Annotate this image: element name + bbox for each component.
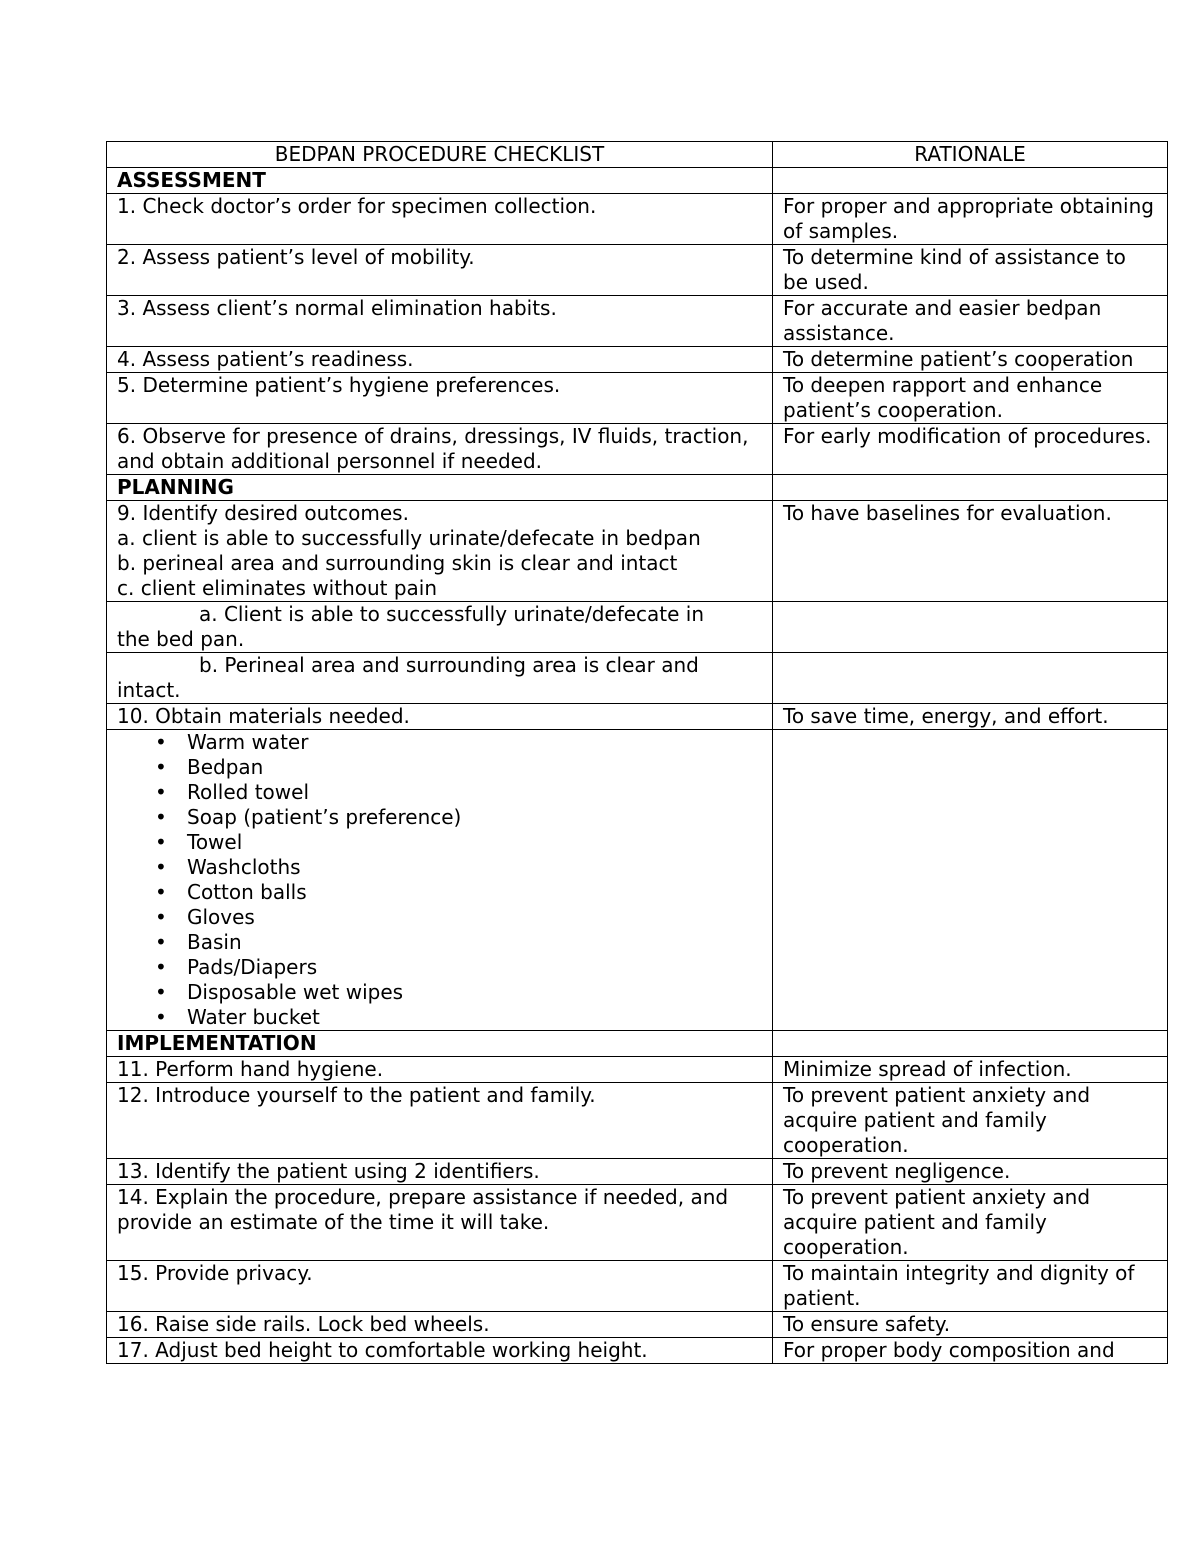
step-cell: 11. Perform hand hygiene.: [107, 1057, 773, 1083]
section-row-implementation: [107, 1031, 1168, 1057]
list-item: • Basin: [155, 930, 762, 955]
materials-list: [117, 730, 762, 1030]
rationale-cell: To save time, energy, and effort.: [773, 704, 1168, 730]
rationale-cell: For proper body composition and: [773, 1338, 1168, 1364]
outcome-line: b. Perineal area and surrounding area is clear and: [199, 653, 699, 677]
empty-cell: [773, 475, 1168, 501]
step-cell: 4. Assess patient’s readiness.: [107, 347, 773, 373]
list-item: • Soap (patient’s preference): [155, 805, 762, 830]
empty-cell: [773, 653, 1168, 704]
table-row: [107, 424, 1168, 475]
step-cell: 3. Assess client’s normal elimination habits.: [107, 296, 773, 347]
outcome-line: intact.: [117, 678, 181, 702]
empty-cell: [773, 730, 1168, 1031]
step-cell: 13. Identify the patient using 2 identifiers.: [107, 1159, 773, 1185]
rationale-cell: To prevent patient anxiety and acquire patient and family cooperation.: [773, 1083, 1168, 1159]
rationale-cell: For accurate and easier bedpan assistance.: [773, 296, 1168, 347]
table-row: [107, 1057, 1168, 1083]
rationale-cell: To determine patient’s cooperation: [773, 347, 1168, 373]
section-row-assessment: [107, 168, 1168, 194]
rationale-cell: To ensure safety.: [773, 1312, 1168, 1338]
rationale-cell: To have baselines for evaluation.: [773, 501, 1168, 602]
rationale-cell: To prevent patient anxiety and acquire patient and family cooperation.: [773, 1185, 1168, 1261]
list-item: • Rolled towel: [155, 780, 762, 805]
table-row: [107, 1185, 1168, 1261]
list-item: • Disposable wet wipes: [155, 980, 762, 1005]
table-header-row: [107, 142, 1168, 168]
rationale-cell: Minimize spread of infection.: [773, 1057, 1168, 1083]
empty-cell: [773, 168, 1168, 194]
step-cell: 5. Determine patient’s hygiene preferences.: [107, 373, 773, 424]
checklist-column-header: BEDPAN PROCEDURE CHECKLIST: [107, 142, 773, 168]
table-row: [107, 1159, 1168, 1185]
table-row: [107, 1312, 1168, 1338]
step-line: c. client eliminates without pain: [117, 576, 438, 600]
materials-row: [107, 730, 1168, 1031]
step-cell: 15. Provide privacy.: [107, 1261, 773, 1312]
outcome-line: the bed pan.: [117, 627, 245, 651]
table-row: [107, 653, 1168, 704]
table-row: [107, 1261, 1168, 1312]
table-row: [107, 602, 1168, 653]
list-item: • Towel: [155, 830, 762, 855]
step-cell: 2. Assess patient’s level of mobility.: [107, 245, 773, 296]
table-row: [107, 704, 1168, 730]
table-row: [107, 296, 1168, 347]
step-cell: 12. Introduce yourself to the patient and family.: [107, 1083, 773, 1159]
table-row: [107, 245, 1168, 296]
step-line: a. client is able to successfully urinate/defecate in bedpan: [117, 526, 701, 550]
step-cell: 6. Observe for presence of drains, dressings, IV fluids, traction, and obtain additional personnel if needed.: [107, 424, 773, 475]
bedpan-checklist-table: [106, 141, 1168, 1364]
table-row: [107, 194, 1168, 245]
table-row: [107, 1338, 1168, 1364]
step-cell: [107, 602, 773, 653]
list-item: • Cotton balls: [155, 880, 762, 905]
rationale-cell: To determine kind of assistance to be used.: [773, 245, 1168, 296]
rationale-column-header: RATIONALE: [773, 142, 1168, 168]
list-item: • Pads/Diapers: [155, 955, 762, 980]
list-item: • Gloves: [155, 905, 762, 930]
step-cell: 10. Obtain materials needed.: [107, 704, 773, 730]
rationale-cell: To prevent negligence.: [773, 1159, 1168, 1185]
table-row: [107, 347, 1168, 373]
step-cell: [107, 653, 773, 704]
table-row: [107, 373, 1168, 424]
list-item: • Warm water: [155, 730, 762, 755]
materials-cell: [107, 730, 773, 1031]
step-cell: 16. Raise side rails. Lock bed wheels.: [107, 1312, 773, 1338]
empty-cell: [773, 1031, 1168, 1057]
rationale-cell: To deepen rapport and enhance patient’s cooperation.: [773, 373, 1168, 424]
step-cell: 14. Explain the procedure, prepare assistance if needed, and provide an estimate of the time it will take.: [107, 1185, 773, 1261]
empty-cell: [773, 602, 1168, 653]
list-item: • Bedpan: [155, 755, 762, 780]
outcome-line: a. Client is able to successfully urinate/defecate in: [199, 602, 705, 626]
list-item: • Water bucket: [155, 1005, 762, 1030]
step-cell: 17. Adjust bed height to comfortable working height.: [107, 1338, 773, 1364]
step-cell: [107, 501, 773, 602]
table-row: [107, 501, 1168, 602]
table-row: [107, 1083, 1168, 1159]
rationale-cell: For early modification of procedures.: [773, 424, 1168, 475]
section-title-planning: PLANNING: [107, 475, 773, 501]
rationale-cell: To maintain integrity and dignity of patient.: [773, 1261, 1168, 1312]
list-item: • Washcloths: [155, 855, 762, 880]
step-line: 9. Identify desired outcomes.: [117, 501, 409, 525]
section-title-assessment: ASSESSMENT: [107, 168, 773, 194]
step-line: b. perineal area and surrounding skin is clear and intact: [117, 551, 678, 575]
section-row-planning: [107, 475, 1168, 501]
step-cell: 1. Check doctor’s order for specimen collection.: [107, 194, 773, 245]
section-title-implementation: IMPLEMENTATION: [107, 1031, 773, 1057]
rationale-cell: For proper and appropriate obtaining of samples.: [773, 194, 1168, 245]
